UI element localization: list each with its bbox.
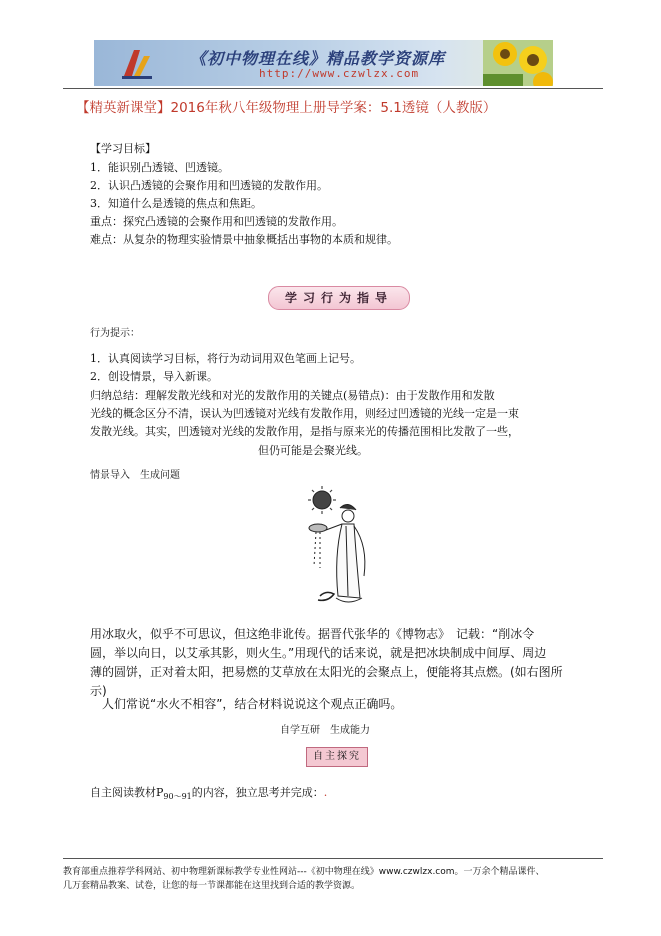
- scenario-paragraph: [90, 625, 576, 701]
- site-logo-icon: [120, 46, 154, 80]
- red-dot-icon: .: [323, 786, 328, 799]
- header-banner: [94, 40, 553, 86]
- paragraph-line: 圆，举以向日，以艾承其影，则火生。”用现代的话来说，就是把冰块制成中间厚、周边: [90, 646, 547, 660]
- summary-line: 归纳总结：理解发散光线和对光的发散作用的关键点(易错点)：由于发散作用和发散: [90, 389, 495, 402]
- header-divider: [63, 88, 603, 89]
- section-banner-learning-guide: 学习行为指导: [268, 286, 410, 310]
- ice-lens-illustration-icon: [290, 486, 390, 616]
- sunflower-image-icon: [483, 40, 553, 86]
- objective-item: 3．知道什么是透镜的焦点和焦距。: [90, 197, 262, 210]
- difficulty-point: 难点：从复杂的物理实验情景中抽象概括出事物的本质和规律。: [90, 233, 398, 246]
- instruction-suffix: 的内容，独立思考并完成：: [191, 786, 324, 799]
- footer-divider: [63, 858, 603, 859]
- paragraph-line: 用冰取火，似乎不可思议，但这绝非讹传。据晋代张华的《博物志》 记载：“削冰令: [90, 627, 535, 641]
- scenario-question: 人们常说“水火不相容”，结合材料说说这个观点正确吗。: [102, 697, 403, 711]
- hint-item: 2．创设情景，导入新课。: [90, 370, 218, 383]
- footer-line: 几万套精品教案、试卷，让您的每一节课都能在这里找到合适的教学资源。: [63, 881, 361, 891]
- hint-label: 行为提示：: [90, 328, 140, 339]
- objective-item: 1．能识别凸透镜、凹透镜。: [90, 161, 229, 174]
- hint-item: 1．认真阅读学习目标，将行为动词用双色笔画上记号。: [90, 352, 361, 365]
- instruction-prefix: 自主阅读教材P: [90, 786, 164, 799]
- summary-line: 发散光线。其实，凹透镜对光线的发散作用，是指与原来光的传播范围相比发散了一些，: [90, 425, 519, 438]
- paragraph-line: 示): [90, 684, 107, 698]
- summary-line: 但仍可能是会聚光线。: [258, 444, 368, 457]
- objectives-heading: 【学习目标】: [90, 142, 156, 155]
- banner-url[interactable]: http://www.czwlzx.com: [259, 67, 420, 80]
- paragraph-line: 薄的圆饼，正对着太阳，把易燃的艾草放在太阳光的会聚点上，便能将其点燃。(如右图所: [90, 665, 563, 679]
- objective-item: 2．认识凸透镜的会聚作用和凹透镜的发散作用。: [90, 179, 328, 192]
- summary-line: 光线的概念区分不清，误认为凹透镜对光线有发散作用，则经过凹透镜的光线一定是一束: [90, 407, 519, 420]
- key-point: 重点：探究凸透镜的会聚作用和凹透镜的发散作用。: [90, 215, 343, 228]
- footer-line: 教育部重点推荐学科网站、初中物理新课标教学专业性网站---《初中物理在线》www.czwlzx.com。一万余个精品课件、: [63, 867, 545, 877]
- self-study-label: 自学互研 生成能力: [280, 725, 370, 736]
- self-study-instruction: [90, 786, 327, 804]
- self-explore-badge: 自主探究: [306, 747, 368, 767]
- scenario-label: 情景导入 生成问题: [90, 470, 180, 481]
- document-title: 【精英新课堂】2016年秋八年级物理上册导学案：5.1透镜（人教版）: [76, 100, 497, 116]
- page-range: 90～91: [163, 792, 192, 802]
- banner-title: 《初中物理在线》精品教学资源库: [190, 49, 446, 68]
